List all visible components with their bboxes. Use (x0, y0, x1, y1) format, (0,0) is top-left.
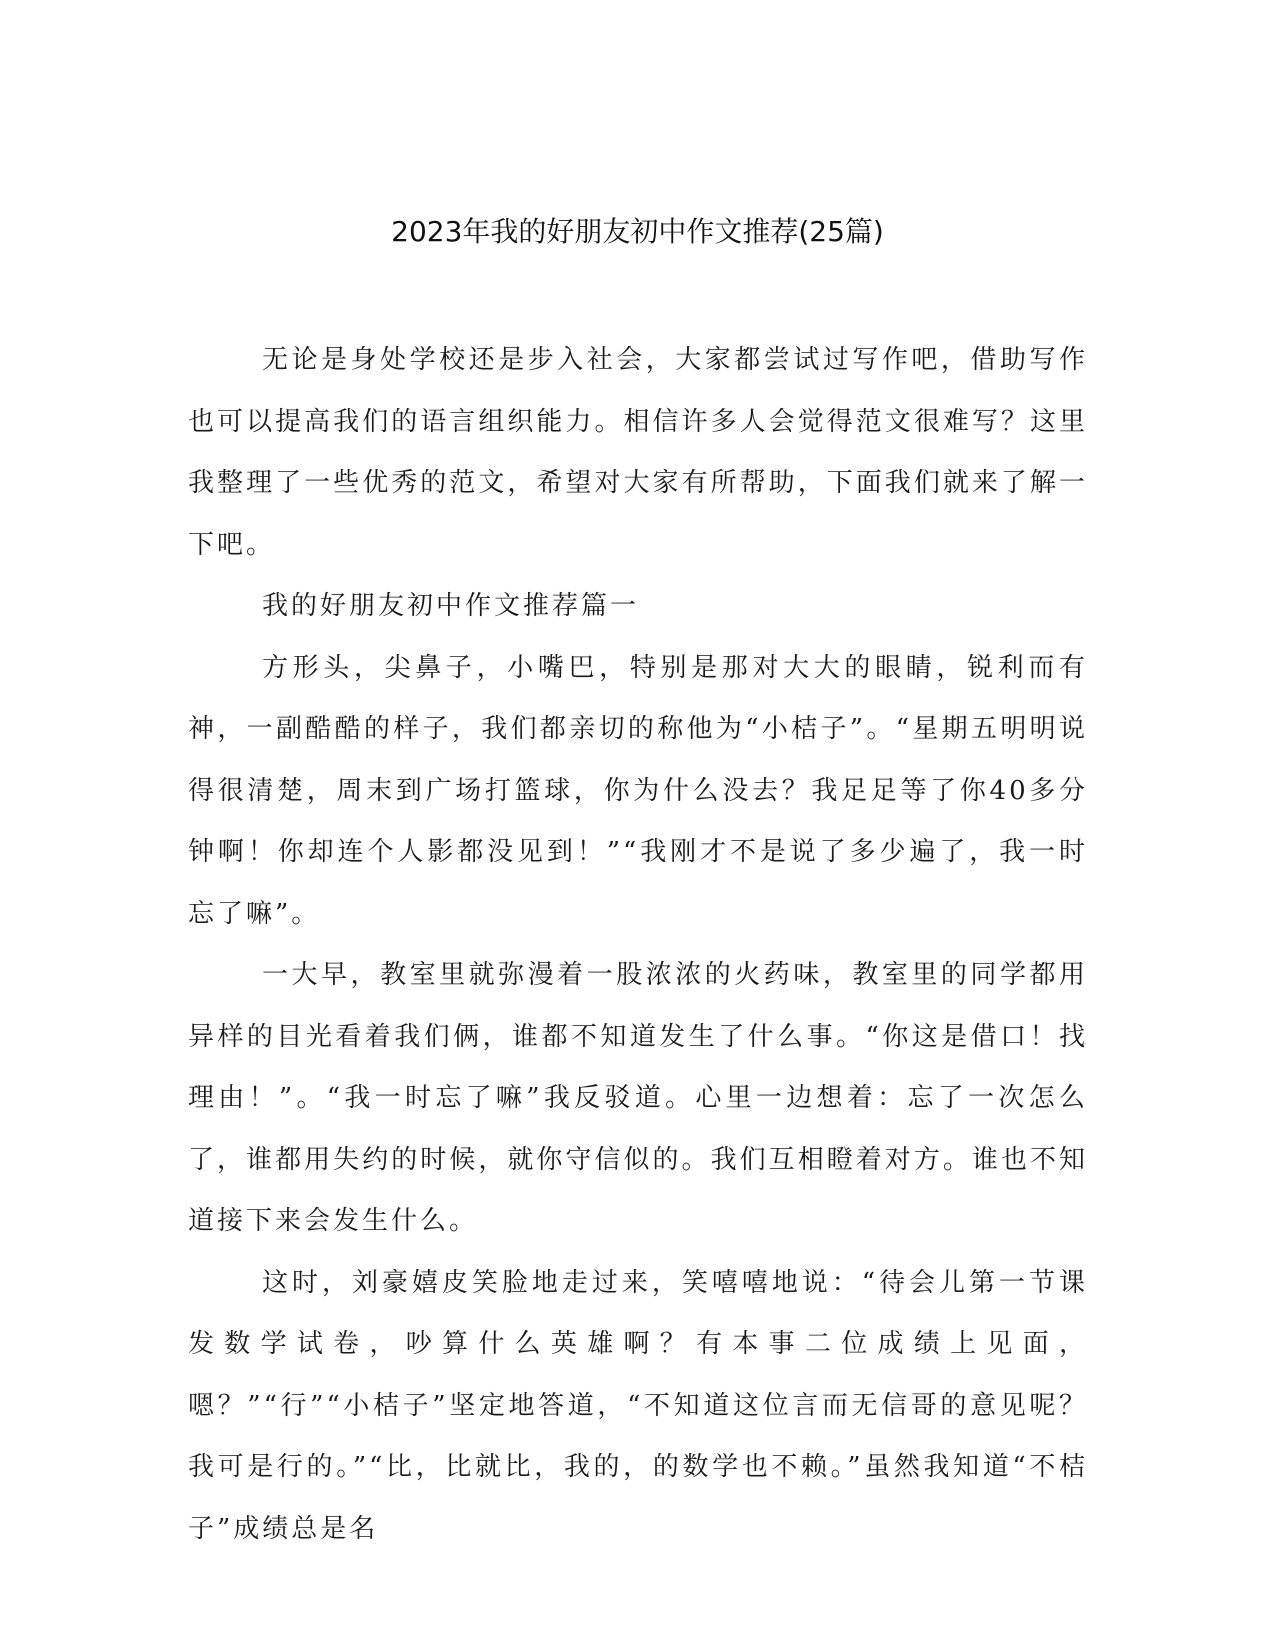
body-paragraph: 这时，刘豪嬉皮笑脸地走过来，笑嘻嘻地说：“待会儿第一节课发数学试卷，吵算什么英雄啊？有本事二位成绩上见面，嗯？”“行”“小桔子”坚定地答道，“不知道这位言而无信哥的意见呢？我可是行的。”“比，比就比，我的，的数学也不赖。”虽然我知道“不桔子”成绩总是名 (188, 1267, 1088, 1544)
intro-paragraph: 无论是身处学校还是步入社会，大家都尝试过写作吧，借助写作也可以提高我们的语言组织能力。相信许多人会觉得范文很难写？这里我整理了一些优秀的范文，希望对大家有所帮助，下面我们就来了解一下吧。 (188, 345, 1088, 560)
body-paragraph: 方形头，尖鼻子，小嘴巴，特别是那对大大的眼睛，锐利而有神，一副酷酷的样子，我们都亲切的称他为“小桔子”。“星期五明明说得很清楚，周末到广场打篮球，你为什么没去？我足足等了你40多分钟啊！你却连个人影都没见到！”“我刚才不是说了多少遍了，我一时忘了嘛”。 (188, 652, 1088, 929)
document-body (188, 330, 1088, 1560)
document-title: 2023年我的好朋友初中作文推荐(25篇) (391, 215, 884, 248)
section-heading: 我的好朋友初中作文推荐篇一 (262, 591, 640, 621)
body-paragraph: 一大早，教室里就弥漫着一股浓浓的火药味，教室里的同学都用异样的目光看着我们俩，谁都不知道发生了什么事。“你这是借口！找理由！”。“我一时忘了嘛”我反驳道。心里一边想着：忘了一次怎么了，谁都用失约的时候，就你守信似的。我们互相瞪着对方。谁也不知道接下来会发生什么。 (188, 960, 1088, 1236)
